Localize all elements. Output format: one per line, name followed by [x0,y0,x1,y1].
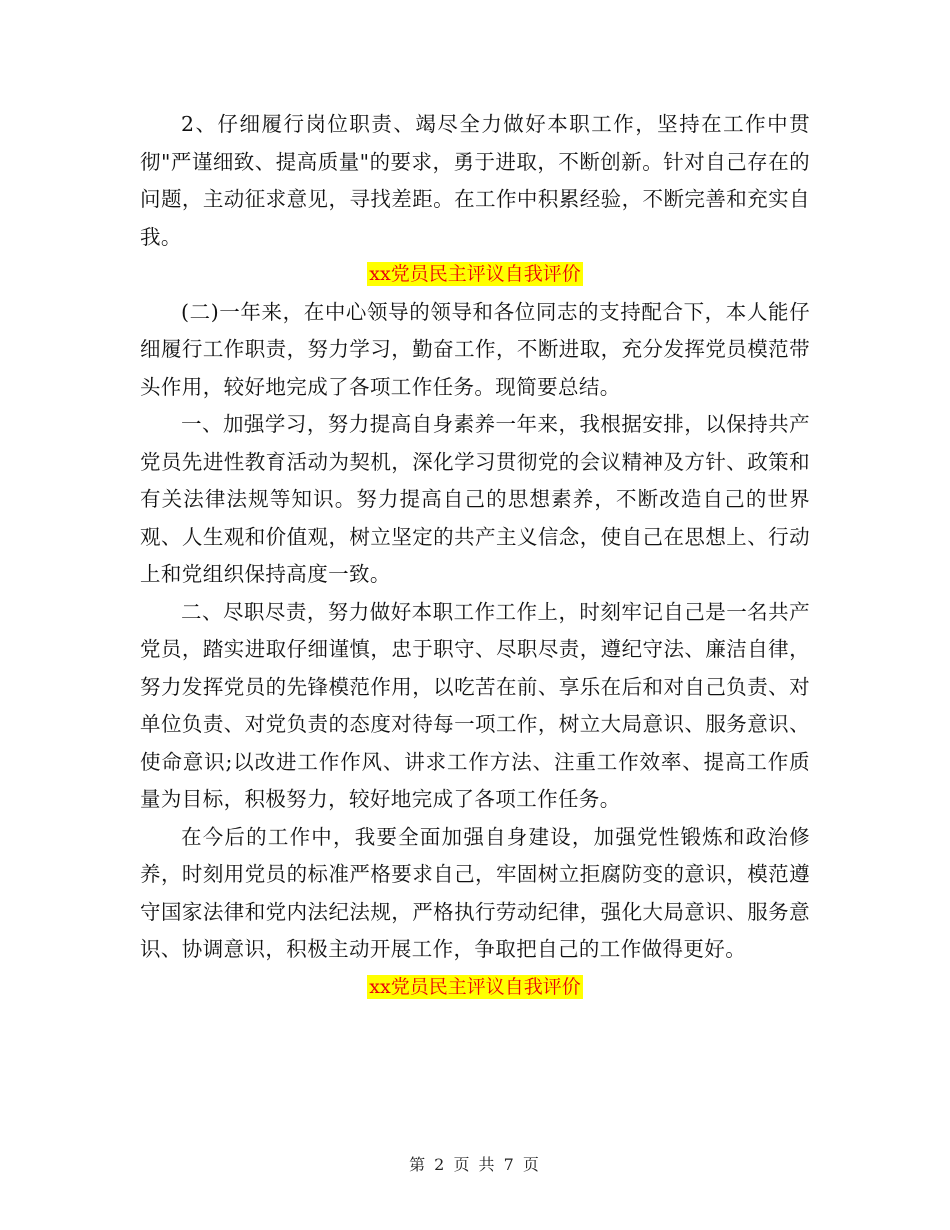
page-number-footer: 第 2 页 共 7 页 [409,1155,541,1174]
section-heading-text: xx党员民主评议自我评价 [369,975,581,998]
paragraph-section-two: 二、尽职尽责，努力做好本职工作工作上，时刻牢记自己是一名共产党员，踏实进取仔细谨慎，忠于职守、尽职尽责，遵纪守法、廉洁自律，努力发挥党员的先锋模范作用，以吃苦在前、享乐在后和对自己负责、对单位负责、对党负责的态度对待每一项工作，树立大局意识、服务意识、使命意识;以改进工作作风、讲求工作方法、注重工作效率、提高工作质量为目标，积极努力，较好地完成了各项工作任务。 [140,599,810,811]
section-heading-text: xx党员民主评议自我评价 [369,263,581,285]
document-body [140,106,810,1006]
paragraph-part-two: (二)一年来，在中心领导的领导和各位同志的支持配合下，本人能仔细履行工作职责，努力学习，勤奋工作，不断进取，充分发挥党员模范带头作用，较好地完成了各项工作任务。现简要总结。 [140,299,810,399]
paragraph-item-2: 2、仔细履行岗位职责、竭尽全力做好本职工作，坚持在工作中贯彻"严谨细致、提高质量"的要求，勇于进取，不断创新。针对自己存在的问题，主动征求意见，寻找差距。在工作中积累经验，不断完善和充实自我。 [140,112,810,249]
section-heading [140,256,810,294]
paragraph-section-one: 一、加强学习，努力提高自身素养一年来，我根据安排，以保持共产党员先进性教育活动为契机，深化学习贯彻党的会议精神及方针、政策和有关法律法规等知识。努力提高自己的思想素养，不断改造自己的世界观、人生观和价值观，树立坚定的共产主义信念，使自己在思想上、行动上和党组织保持高度一致。 [140,412,810,586]
section-heading [140,969,810,1007]
paragraph-future-work: 在今后的工作中，我要全面加强自身建设，加强党性锻炼和政治修养，时刻用党员的标准严格要求自己，牢固树立拒腐防变的意识，模范遵守国家法律和党内法纪法规，严格执行劳动纪律，强化大局意识、服务意识、协调意识，积极主动开展工作，争取把自己的工作做得更好。 [140,824,810,961]
